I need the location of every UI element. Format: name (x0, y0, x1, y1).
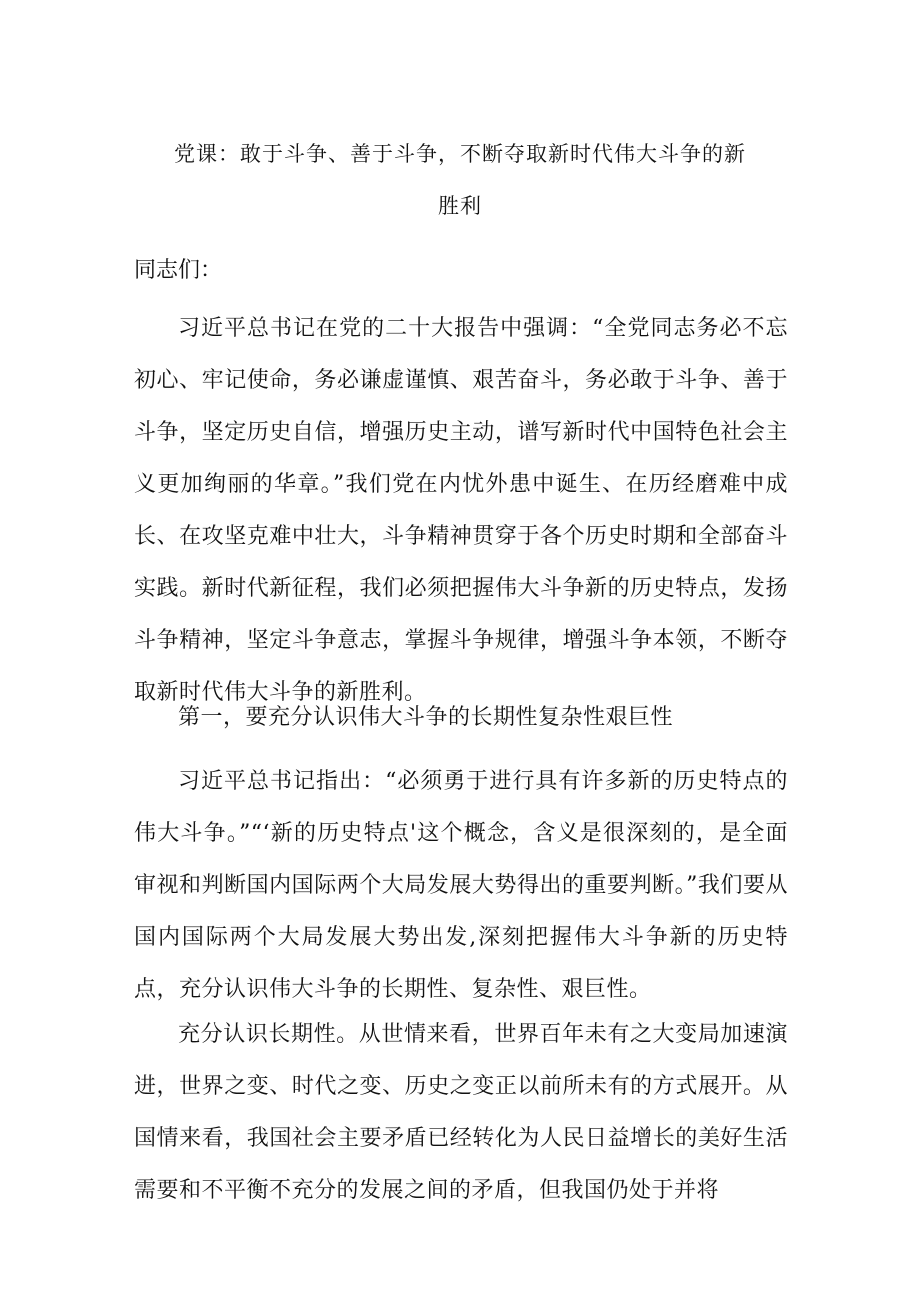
document-title-line-1: 党课：敢于斗争、善于斗争，不断夺取新时代伟大斗争的新 (174, 142, 746, 166)
document-title-line-2: 胜利 (438, 194, 482, 218)
paragraph-intro: 习近平总书记在党的二十大报告中强调：“全党同志务必不忘初心、牢记使命，务必谦虚谨慎、艰苦奋斗，务必敢于斗争、善于斗争，坚定历史自信，增强历史主动，谱写新时代中国特色社会主义更加绚丽的华章。”我们党在内忧外患中诞生、在历经磨难中成长、在攻坚克难中壮大，斗争精神贯穿于各个历史时期和全部奋斗实践。新时代新征程，我们必须把握伟大斗争新的历史特点，发扬斗争精神，坚定斗争意志，掌握斗争规律，增强斗争本领，不断夺取新时代伟大斗争的新胜利。 (134, 316, 788, 705)
paragraph-quote: 习近平总书记指出：“必须勇于进行具有许多新的历史特点的伟大斗争。”“‘新的历史特点'这个概念，含义是很深刻的，是全面审视和判断国内国际两个大局发展大势得出的重要判断。”我们要从国内国际两个大局发展大势出发,深刻把握伟大斗争新的历史特点，充分认识伟大斗争的长期性、复杂性、艰巨性。 (134, 769, 788, 1002)
section-heading: 第一，要充分认识伟大斗争的长期性复杂性艰巨性 (178, 705, 674, 730)
paragraph-long-term: 充分认识长期性。从世情来看，世界百年未有之大变局加速演进，世界之变、时代之变、历史之变正以前所未有的方式展开。从国情来看，我国社会主要矛盾已经转化为人民日益增长的美好生活需要和不平衡不充分的发展之间的矛盾，但我国仍处于并将 (134, 1022, 788, 1203)
salutation: 同志们： (134, 258, 223, 283)
